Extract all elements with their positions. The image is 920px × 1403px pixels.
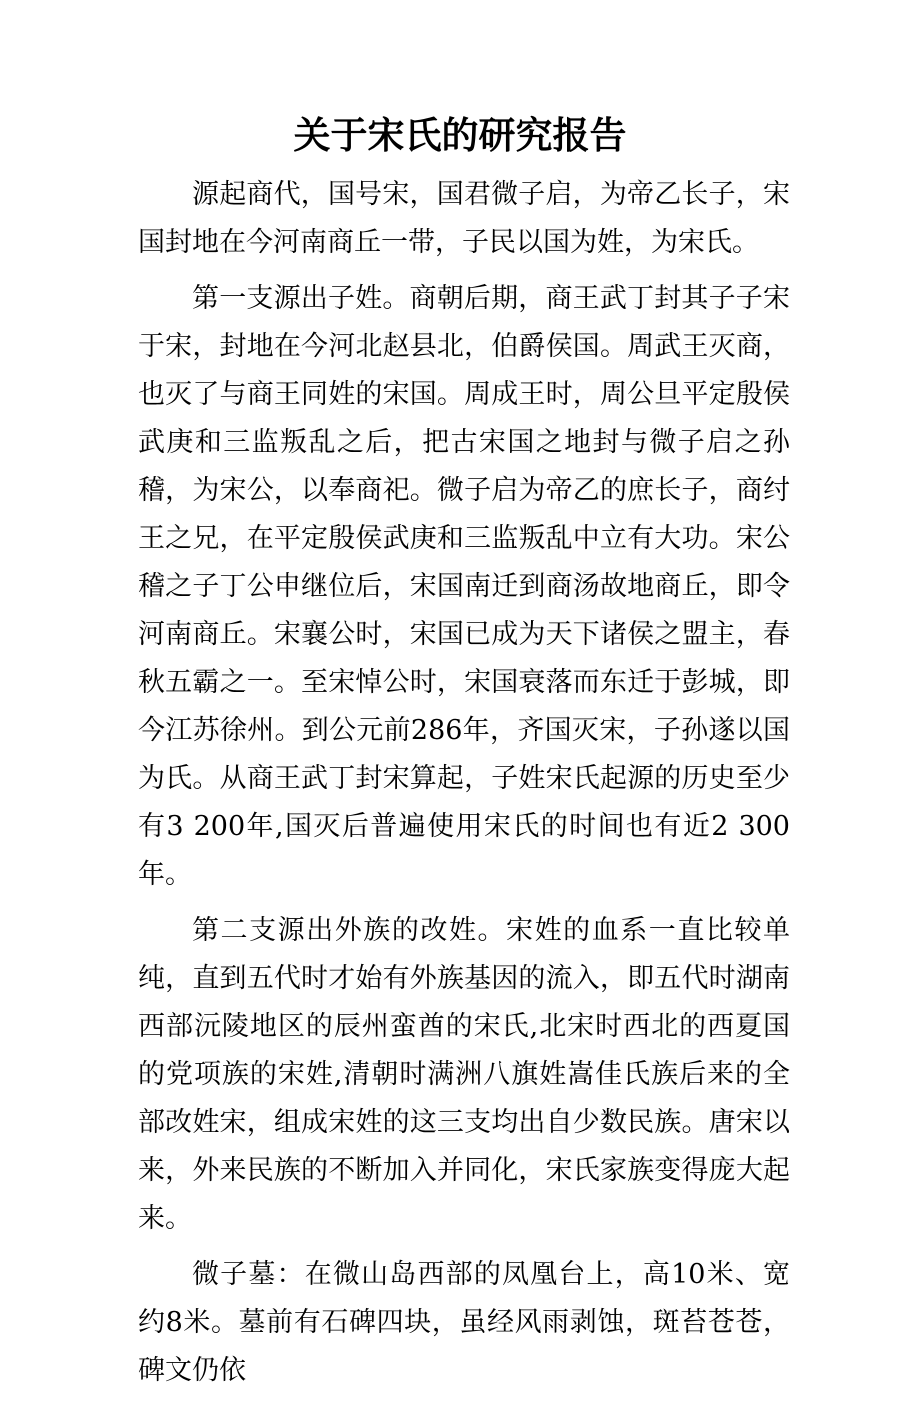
paragraph-first-branch: 第一支源出子姓。商朝后期，商王武丁封其子子宋于宋，封地在今河北赵县北，伯爵侯国。周武王灭商，也灭了与商王同姓的宋国。周成王时，周公旦平定殷侯武庚和三监叛乱之后，把古宋国之地封与微子启之孙稽，为宋公，以奉商祀。微子启为帝乙的庶长子，商纣王之兄，在平定殷侯武庚和三监叛乱中立有大功。宋公稽之子丁公申继位后，宋国南迁到商汤故地商丘，即令河南商丘。宋襄公时，宋国已成为天下诸侯之盟主，春秋五霸之一。至宋悼公时，宋国衰落而东迁于彭城，即今江苏徐州。到公元前286年，齐国灭宋，子孙遂以国为氏。从商王武丁封宋算起，子姓宋氏起源的历史至少有3 200年,国灭后普遍使用宋氏的时间也有近2 300年。 [138, 283, 790, 890]
paragraph-second-branch: 第二支源出外族的改姓。宋姓的血系一直比较单纯，直到五代时才始有外族基因的流入，即五代时湖南西部沅陵地区的辰州蛮酋的宋氏,北宋时西北的西夏国的党项族的宋姓,清朝时满洲八旗姓嵩佳氏族后来的全部改姓宋，组成宋姓的这三支均出自少数民族。唐宋以来，外来民族的不断加入并同化，宋氏家族变得庞大起来。 [138, 915, 790, 1234]
paragraph-origin: 源起商代，国号宋，国君微子启，为帝乙长子，宋国封地在今河南商丘一带，子民以国为姓，为宋氏。 [138, 179, 790, 258]
document-body [138, 171, 790, 1403]
paragraph-weizi-tomb: 微子墓：在微山岛西部的凤凰台上，高10米、宽约8米。墓前有石碑四块，虽经风雨剥蚀，斑苔苍苍，碑文仍依 [138, 1259, 790, 1386]
document-title: 关于宋氏的研究报告 [293, 113, 627, 157]
